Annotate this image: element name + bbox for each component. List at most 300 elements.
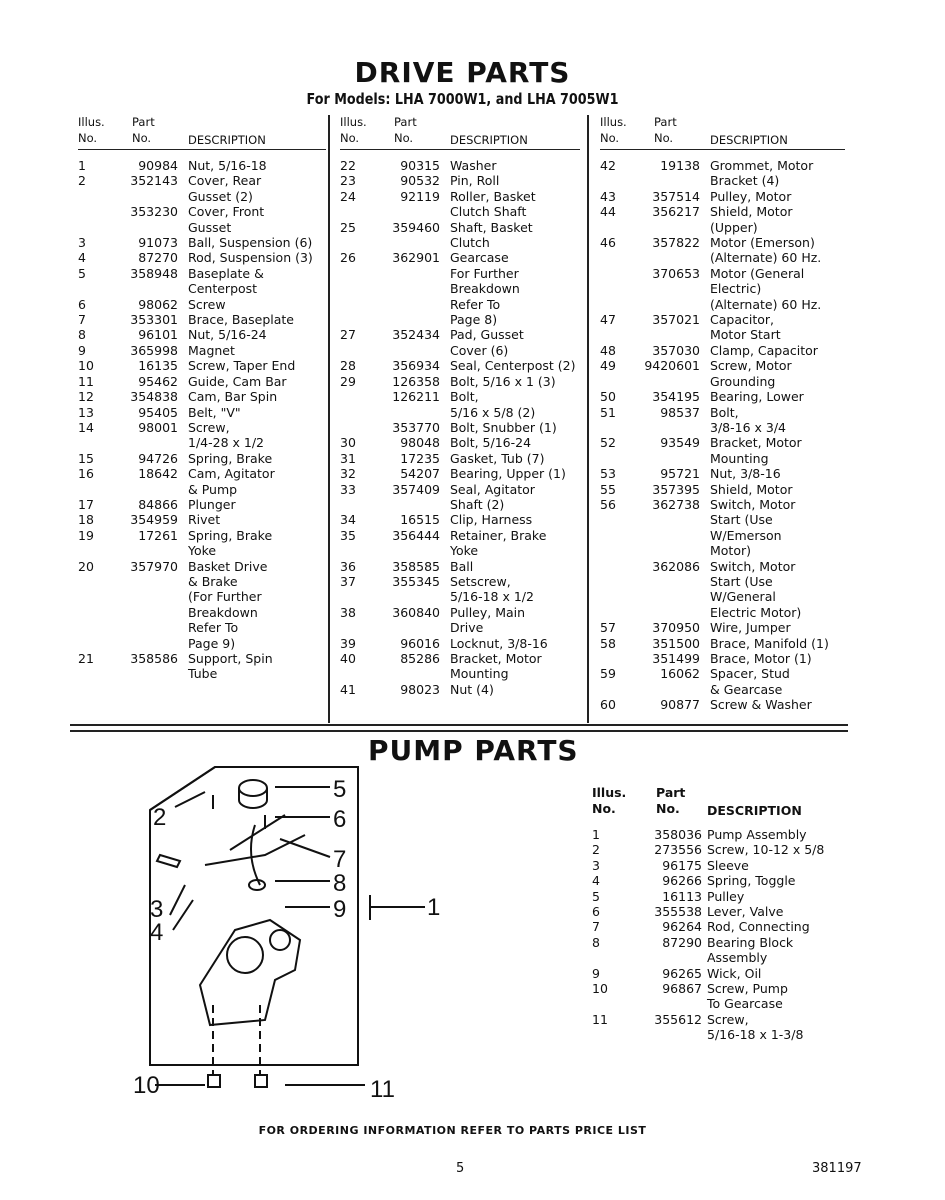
part-description: Setscrew, 5/16-18 x 1/2 (450, 573, 534, 605)
callout-1: 1 (427, 894, 441, 921)
illus-number: 49 (600, 358, 616, 374)
illus-number: 30 (340, 435, 356, 451)
illus-number: 43 (600, 188, 616, 204)
part-number: 96264 (662, 919, 702, 935)
parts-row (600, 559, 845, 621)
parts-row (78, 512, 326, 527)
illus-number: 8 (592, 934, 600, 950)
part-description: Spacer, Stud & Gearcase (710, 666, 790, 697)
parts-row (600, 235, 845, 266)
part-number: 355612 (654, 1011, 702, 1027)
part-description: Seal, Agitator Shaft (2) (450, 481, 535, 512)
illus-number: 42 (600, 158, 616, 173)
part-number: 96016 (400, 635, 440, 651)
part-description: Nut (4) (450, 681, 494, 697)
parts-row (592, 873, 842, 888)
parts-row (600, 405, 845, 436)
part-description: Screw, Motor Grounding (710, 358, 792, 389)
header-illus: Illus. (592, 785, 627, 800)
header-no2: No. (394, 131, 414, 145)
part-description: Bolt, 5/16 x 1 (3) (450, 373, 556, 389)
parts-row (340, 358, 580, 373)
part-number: 54207 (400, 466, 440, 482)
callout-7: 7 (333, 846, 347, 873)
callout-4: 4 (150, 919, 164, 946)
parts-row (340, 512, 580, 527)
illus-number: 19 (78, 527, 94, 543)
parts-row (340, 420, 580, 435)
part-number: 90532 (400, 173, 440, 189)
part-number: 93549 (660, 435, 700, 451)
parts-row (592, 966, 842, 981)
parts-row (592, 889, 842, 904)
part-number: 357970 (130, 558, 178, 574)
part-description: Screw (188, 296, 226, 312)
part-number: 90315 (400, 158, 440, 173)
part-number: 365998 (130, 342, 178, 358)
parts-row (340, 636, 580, 651)
parts-row (78, 173, 326, 204)
illus-number: 8 (78, 327, 86, 343)
header-no1: No. (592, 801, 616, 816)
part-number: 355345 (392, 573, 440, 589)
part-number: 353301 (130, 312, 178, 328)
part-number: 98023 (400, 681, 440, 697)
callout-2: 2 (153, 804, 167, 831)
illus-number: 6 (592, 904, 600, 920)
part-description: Screw & Washer (710, 697, 812, 713)
parts-row (78, 451, 326, 466)
part-number: 357409 (392, 481, 440, 497)
part-number: 98048 (400, 435, 440, 451)
parts-row (340, 327, 580, 358)
parts-row (600, 482, 845, 497)
callout-8: 8 (333, 870, 347, 897)
part-number: 16135 (138, 358, 178, 374)
page-number: 5 (456, 1161, 465, 1176)
models-subtitle: For Models: LHA 7000W1, and LHA 7005W1 (306, 90, 619, 108)
part-description: Bolt, 5/16 x 5/8 (2) (450, 389, 536, 420)
illus-number: 10 (592, 981, 608, 997)
part-number: 356217 (652, 204, 700, 220)
part-number: 84866 (138, 496, 178, 512)
part-number: 95462 (138, 373, 178, 389)
part-description: Gearcase For Further Breakdown Refer To Page 8) (450, 250, 520, 328)
illus-number: 7 (592, 919, 600, 935)
header-illus: Illus. (340, 115, 367, 129)
illus-number: 33 (340, 481, 356, 497)
column-divider (587, 115, 589, 723)
part-number: 92119 (400, 188, 440, 204)
part-description: Plunger (188, 496, 236, 512)
parts-row (592, 981, 842, 1012)
illus-number: 41 (340, 681, 356, 697)
header-no2: No. (654, 131, 674, 145)
part-number: 96101 (138, 327, 178, 343)
parts-row (592, 1012, 842, 1043)
table-header (340, 115, 580, 150)
parts-row (78, 343, 326, 358)
illus-number: 14 (78, 419, 94, 435)
part-number: 85286 (400, 651, 440, 666)
drive-parts-column-3 (600, 115, 845, 713)
part-description: Pad, Gusset Cover (6) (450, 327, 524, 358)
parts-row (340, 374, 580, 389)
callout-9: 9 (333, 896, 347, 923)
illus-number: 25 (340, 219, 356, 235)
illus-number: 52 (600, 435, 616, 451)
part-number: 354959 (130, 512, 178, 528)
parts-row (78, 374, 326, 389)
ordering-note: FOR ORDERING INFORMATION REFER TO PARTS PRICE LIST (258, 1124, 647, 1137)
illus-number: 17 (78, 496, 94, 512)
parts-row (592, 919, 842, 934)
part-description: Capacitor, Motor Start (710, 312, 781, 343)
drive-parts-title: DRIVE PARTS (354, 56, 571, 89)
part-number: 362086 (652, 558, 700, 574)
parts-row (600, 435, 845, 466)
illus-number: 3 (592, 857, 600, 873)
parts-row (592, 935, 842, 966)
header-part: Part (654, 115, 677, 129)
parts-row (600, 343, 845, 358)
illus-number: 18 (78, 512, 94, 528)
part-description: Spring, Toggle (707, 873, 796, 889)
parts-row (340, 528, 580, 559)
parts-row (78, 389, 326, 404)
part-number: 19138 (660, 158, 700, 173)
part-number: 362738 (652, 496, 700, 512)
header-part: Part (394, 115, 417, 129)
callout-3: 3 (150, 896, 164, 923)
parts-row (340, 482, 580, 513)
illus-number: 37 (340, 573, 356, 589)
illus-number: 13 (78, 404, 94, 420)
illus-number: 27 (340, 327, 356, 343)
parts-row (592, 858, 842, 873)
illus-number: 15 (78, 450, 94, 466)
part-description: Bearing, Upper (1) (450, 466, 566, 482)
parts-row (78, 420, 326, 451)
illus-number: 4 (78, 250, 86, 266)
illus-number: 2 (78, 173, 86, 189)
part-description: Screw, Taper End (188, 358, 296, 374)
part-description: Rivet (188, 512, 221, 528)
parts-row (78, 528, 326, 559)
part-description: Retainer, Brake Yoke (450, 527, 547, 559)
part-number: 353770 (392, 419, 440, 435)
parts-row (78, 497, 326, 512)
parts-row (600, 636, 845, 651)
part-description: Ball (450, 558, 474, 574)
part-description: Wire, Jumper (710, 620, 791, 636)
header-desc: DESCRIPTION (188, 133, 266, 147)
parts-row (600, 358, 845, 389)
part-description: Gasket, Tub (7) (450, 450, 545, 466)
parts-row (600, 158, 845, 189)
parts-row (78, 266, 326, 297)
part-description: Bolt, Snubber (1) (450, 419, 557, 435)
part-number: 370653 (652, 265, 700, 281)
part-number: 358948 (130, 265, 178, 281)
part-description: Pulley, Motor (710, 188, 792, 204)
part-number: 95405 (138, 404, 178, 420)
illus-number: 35 (340, 527, 356, 543)
part-number: 358585 (392, 558, 440, 574)
illus-number: 26 (340, 250, 356, 266)
illus-number: 57 (600, 620, 616, 636)
part-description: Guide, Cam Bar (188, 373, 287, 389)
illus-number: 2 (592, 842, 600, 858)
part-description: Spring, Brake (188, 450, 273, 466)
parts-row (340, 189, 580, 220)
part-description: Screw, 10-12 x 5/8 (707, 842, 825, 858)
part-number: 87270 (138, 250, 178, 266)
part-number: 352434 (392, 327, 440, 343)
part-number: 126358 (392, 373, 440, 389)
part-number: 18642 (138, 466, 178, 482)
illus-number: 6 (78, 296, 86, 312)
part-number: 90984 (138, 158, 178, 173)
parts-row (600, 204, 845, 235)
parts-row (600, 651, 845, 666)
parts-row (600, 666, 845, 697)
header-desc: DESCRIPTION (710, 133, 788, 147)
illus-number: 12 (78, 389, 94, 405)
part-number: 357395 (652, 481, 700, 497)
illus-number: 58 (600, 635, 616, 651)
part-description: Basket Drive & Brake (For Further Breakdown Refer To Page 9) (188, 558, 268, 651)
section-divider (70, 724, 848, 726)
parts-row (600, 266, 845, 312)
parts-row (78, 297, 326, 312)
illus-number: 51 (600, 404, 616, 420)
part-description: Seal, Centerpost (2) (450, 358, 576, 374)
callout-11: 11 (370, 1076, 395, 1103)
illus-number: 9 (78, 342, 86, 358)
document-code: 381197 (812, 1161, 862, 1176)
illus-number: 3 (78, 235, 86, 251)
illus-number: 40 (340, 651, 356, 666)
part-number: 96867 (662, 981, 702, 997)
header-no1: No. (340, 131, 360, 145)
parts-row (78, 250, 326, 265)
parts-row (600, 389, 845, 404)
header-part: Part (132, 115, 155, 129)
header-no2: No. (132, 131, 152, 145)
parts-row (78, 559, 326, 651)
illus-number: 38 (340, 604, 356, 620)
part-description: Brace, Manifold (1) (710, 635, 829, 651)
parts-row (78, 204, 326, 235)
part-description: Clip, Harness (450, 512, 533, 528)
parts-row (600, 497, 845, 559)
column-divider (328, 115, 330, 723)
part-number: 16113 (662, 888, 702, 904)
part-number: 357514 (652, 188, 700, 204)
parts-row (600, 312, 845, 343)
illus-number: 31 (340, 450, 356, 466)
part-number: 355538 (654, 904, 702, 920)
header-illus: Illus. (78, 115, 105, 129)
parts-row (340, 451, 580, 466)
part-number: 98062 (138, 296, 178, 312)
illus-number: 16 (78, 466, 94, 482)
parts-row (340, 651, 580, 682)
illus-number: 29 (340, 373, 356, 389)
part-number: 91073 (138, 235, 178, 251)
part-number: 273556 (654, 842, 702, 858)
callout-6: 6 (333, 806, 347, 833)
header-no2: No. (656, 801, 680, 816)
part-description: Bolt, 3/8-16 x 3/4 (710, 404, 786, 435)
part-description: Pin, Roll (450, 173, 500, 189)
part-description: Brace, Baseplate (188, 312, 294, 328)
illus-number: 39 (340, 635, 356, 651)
part-number: 96266 (662, 873, 702, 889)
illus-number: 59 (600, 666, 616, 682)
part-description: Nut, 5/16-18 (188, 158, 267, 173)
parts-row (592, 827, 842, 842)
part-number: 357030 (652, 342, 700, 358)
part-description: Nut, 5/16-24 (188, 327, 267, 343)
parts-row (592, 904, 842, 919)
part-number: 95721 (660, 466, 700, 482)
parts-row (340, 158, 580, 173)
part-description: Pulley, Main Drive (450, 604, 526, 636)
section-divider (70, 730, 848, 732)
parts-row (78, 327, 326, 342)
header-no1: No. (78, 131, 98, 145)
parts-row (340, 605, 580, 636)
pump-parts-table (592, 785, 842, 1043)
part-number: 358036 (654, 827, 702, 842)
part-description: Grommet, Motor Bracket (4) (710, 158, 814, 189)
table-header (600, 115, 845, 150)
table-header (78, 115, 326, 150)
part-description: Switch, Motor Start (Use W/General Electric Motor) (710, 558, 802, 620)
part-number: 359460 (392, 219, 440, 235)
part-description: Shield, Motor (Upper) (710, 204, 793, 235)
illus-number: 24 (340, 188, 356, 204)
illus-number: 32 (340, 466, 356, 482)
illus-number: 34 (340, 512, 356, 528)
parts-row (78, 235, 326, 250)
part-description: Rod, Connecting (707, 919, 810, 935)
callout-10: 10 (133, 1072, 160, 1099)
part-description: Cam, Agitator & Pump (188, 466, 275, 497)
illus-number: 56 (600, 496, 616, 512)
part-number: 351500 (652, 635, 700, 651)
parts-row (78, 358, 326, 373)
callout-5: 5 (333, 776, 347, 803)
illus-number: 5 (78, 265, 86, 281)
part-description: Nut, 3/8-16 (710, 466, 781, 482)
header-desc: DESCRIPTION (450, 133, 528, 147)
part-description: Bolt, 5/16-24 (450, 435, 532, 451)
part-description: Lever, Valve (707, 904, 784, 920)
illus-number: 55 (600, 481, 616, 497)
part-description: Cover, Rear Gusset (2) (188, 173, 262, 204)
part-number: 9420601 (644, 358, 700, 374)
illus-number: 11 (78, 373, 94, 389)
drive-parts-column-1 (78, 115, 326, 682)
part-number: 356934 (392, 358, 440, 374)
part-description: Cam, Bar Spin (188, 389, 278, 405)
parts-row (78, 158, 326, 173)
illus-number: 47 (600, 312, 616, 328)
parts-row (340, 574, 580, 605)
part-number: 16515 (400, 512, 440, 528)
parts-row (340, 250, 580, 327)
part-description: Switch, Motor Start (Use W/Emerson Motor) (710, 496, 796, 559)
parts-row (600, 189, 845, 204)
pump-exploded-diagram (125, 755, 445, 1105)
part-description: Motor (Emerson) (Alternate) 60 Hz. (710, 235, 822, 266)
parts-row (340, 435, 580, 450)
part-number: 356444 (392, 527, 440, 543)
part-description: Sleeve (707, 857, 749, 873)
part-number: 357822 (652, 235, 700, 251)
parts-row (340, 389, 580, 420)
parts-row (340, 559, 580, 574)
part-description: Washer (450, 158, 497, 173)
part-description: Screw, Pump To Gearcase (707, 981, 788, 1012)
part-description: Cover, Front Gusset (188, 204, 265, 235)
parts-row (600, 466, 845, 481)
illus-number: 21 (78, 651, 94, 666)
part-number: 354195 (652, 389, 700, 405)
parts-row (340, 173, 580, 188)
header-part: Part (656, 785, 686, 800)
part-number: 87290 (662, 934, 702, 950)
parts-row (340, 682, 580, 697)
part-description: Shaft, Basket Clutch (450, 219, 533, 251)
parts-row (78, 466, 326, 497)
part-number: 96265 (662, 965, 702, 981)
parts-row (600, 697, 845, 712)
part-description: Screw, 5/16-18 x 1-3/8 (707, 1011, 804, 1043)
part-description: Spring, Brake Yoke (188, 527, 273, 559)
part-description: Bracket, Motor Mounting (710, 435, 802, 466)
illus-number: 53 (600, 466, 616, 482)
header-desc: DESCRIPTION (707, 803, 802, 818)
part-number: 96175 (662, 857, 702, 873)
part-number: 357021 (652, 312, 700, 328)
illus-number: 46 (600, 235, 616, 251)
part-description: Bracket, Motor Mounting (450, 651, 542, 682)
illus-number: 7 (78, 312, 86, 328)
part-description: Magnet (188, 342, 235, 358)
part-description: Screw, 1/4-28 x 1/2 (188, 419, 264, 451)
part-description: Shield, Motor (710, 481, 793, 497)
part-description: Support, Spin Tube (188, 651, 273, 682)
part-description: Belt, "V" (188, 404, 241, 420)
part-description: Pump Assembly (707, 827, 807, 842)
part-number: 17235 (400, 450, 440, 466)
part-description: Baseplate & Centerpost (188, 265, 264, 297)
parts-row (592, 842, 842, 857)
illus-number: 44 (600, 204, 616, 220)
part-description: Bearing Block Assembly (707, 934, 794, 966)
part-number: 352143 (130, 173, 178, 189)
illus-number: 28 (340, 358, 356, 374)
illus-number: 4 (592, 873, 600, 889)
parts-row (340, 466, 580, 481)
part-number: 98001 (138, 419, 178, 435)
parts-row (78, 405, 326, 420)
illus-number: 11 (592, 1011, 608, 1027)
